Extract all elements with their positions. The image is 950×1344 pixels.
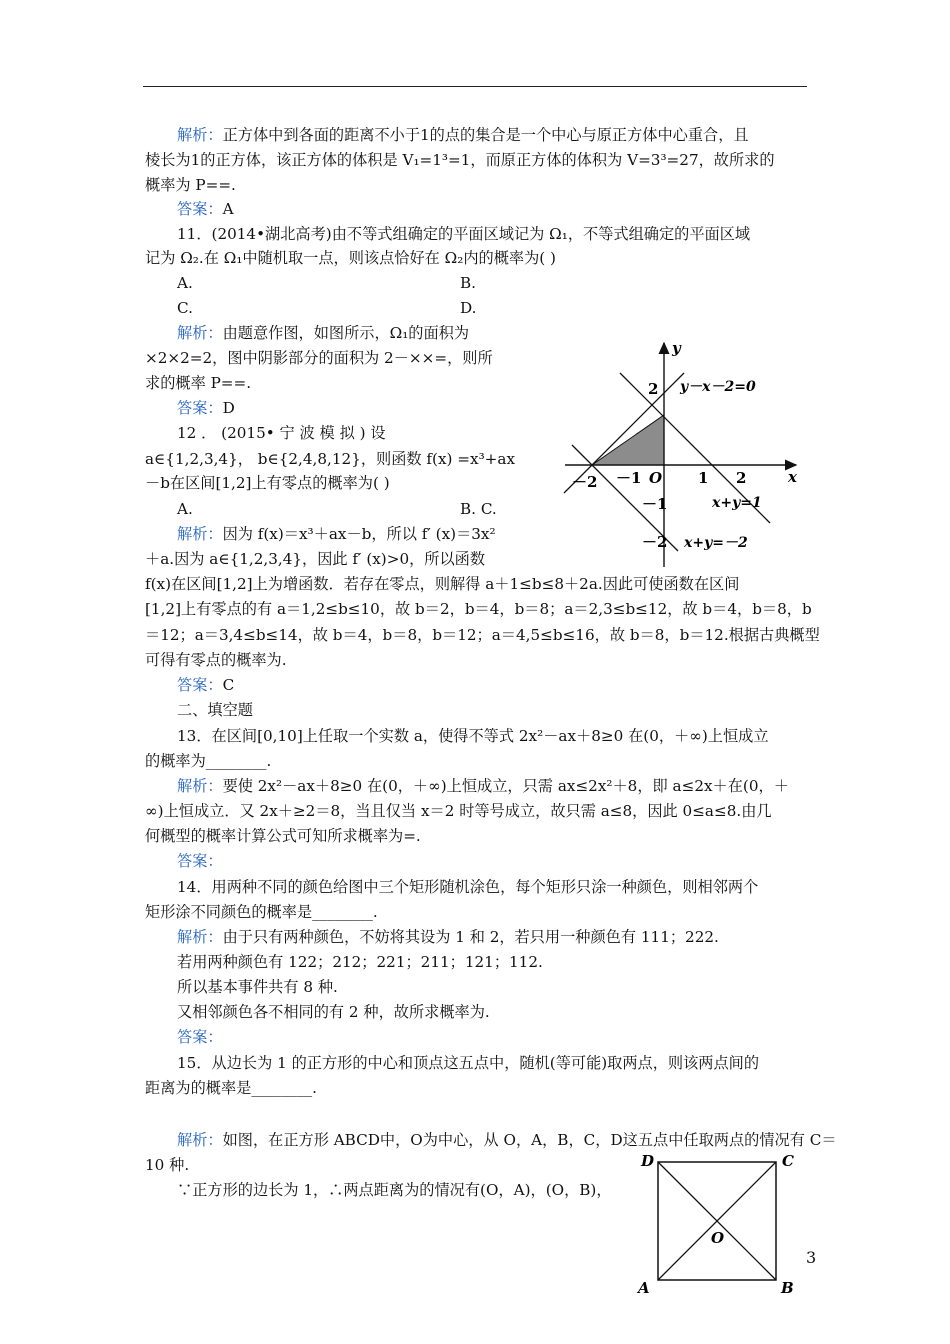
q11-analysis-line-2: ×2×2=2，图中阴影部分的面积为 2－××=，则所 — [145, 349, 493, 367]
x-axis-label: x — [788, 468, 797, 486]
vertex-b: B — [781, 1279, 794, 1297]
vertex-c: C — [782, 1152, 794, 1170]
origin-label: O — [649, 469, 663, 487]
q14-answer: 答案： — [177, 1028, 223, 1046]
q11-answer: 答案：D — [177, 399, 235, 417]
q11-analysis-line-3: 求的概率 P==. — [145, 374, 252, 392]
q12-stem-line-3: －b在区间[1,2]上有零点的概率为( ) — [145, 474, 390, 492]
tick-x-neg2: －2 — [572, 473, 598, 491]
q13-stem-line-2: 的概率为________. — [145, 752, 272, 770]
label-line-3: x+y=－2 — [684, 535, 748, 551]
q11-option-d: D. — [460, 299, 477, 317]
q14-analysis-line-2: 若用两种颜色有 122；212；221；211；121；112. — [177, 953, 543, 971]
tick-x-neg1: －1 — [616, 469, 642, 487]
vertex-a: A — [638, 1279, 650, 1297]
q11-analysis-line-1: 解析：由题意作图，如图所示，Ω₁的面积为 — [177, 324, 470, 342]
q15-stem-line-1: 15．从边长为 1 的正方形的中心和顶点这五点中，随机(等可能)取两点，则该两点间的 — [177, 1054, 760, 1072]
q12-analysis-line-6: 可得有零点的概率为. — [145, 651, 287, 669]
q11-stem-line-2: 记为 Ω₂.在 Ω₁中随机取一点，则该点恰好在 Ω₂内的概率为( ) — [145, 249, 556, 267]
section-fill-in-title: 二、填空题 — [177, 701, 253, 719]
header-rule — [143, 86, 807, 87]
vertex-d: D — [641, 1152, 655, 1170]
q10-answer: 答案：A — [177, 200, 234, 218]
q14-analysis-line-1: 解析：由于只有两种颜色，不妨将其设为 1 和 2，若只用一种颜色有 111；222. — [177, 928, 719, 946]
q10-analysis-line-3: 概率为 P==. — [145, 176, 236, 194]
q11-option-a: A. — [177, 274, 193, 292]
q15-analysis-line-3: ∵正方形的边长为 1，∴两点距离为的情况有(O，A)，(O，B)， — [177, 1181, 612, 1199]
q12-analysis-line-5: ＝12；a＝3,4≤b≤14，故 b＝4，b＝8，b＝12；a＝4,5≤b≤16，故 b＝8，b＝12.根据古典概型 — [145, 626, 820, 644]
q12-option-a: A. — [177, 500, 193, 518]
answer-label: 答案： — [177, 200, 223, 218]
shaded-region — [592, 415, 664, 465]
q13-analysis-line-3: 何概型的概率计算公式可知所求概率为=. — [145, 827, 421, 845]
q11-stem-line-1: 11．(2014•湖北高考)由不等式组确定的平面区域记为 Ω₁，不等式组确定的平面区域 — [177, 225, 751, 243]
q12-stem-line-2: a∈{1,2,3,4}， b∈{2,4,8,12}，则函数 f(x) =x³+ax — [145, 450, 516, 468]
q11-option-b: B. — [460, 274, 476, 292]
label-line-2: x+y=1 — [712, 495, 762, 511]
q12-answer: 答案：C — [177, 676, 235, 694]
page-number: 3 — [806, 1248, 817, 1267]
q14-analysis-line-3: 所以基本事件共有 8 种. — [177, 978, 338, 996]
q15-stem-line-2: 距离为的概率是________. — [145, 1079, 317, 1097]
q10-analysis-line-2: 棱长为1的正方体，该正方体的体积是 V₁=1³=1，而原正方体的体积为 V=3³=27，故所求的 — [145, 151, 775, 169]
q12-analysis-line-4: [1,2]上有零点的有 a＝1,2≤b≤10，故 b＝2，b＝4，b＝8；a＝2,3≤b≤12，故 b＝4，b＝8，b — [145, 600, 812, 618]
q12-analysis-line-3: f(x)在区间[1,2]上为增函数．若存在零点，则解得 a＋1≤b≤8＋2a.因此可使函数在区间 — [145, 575, 740, 593]
q12-option-bc: B. C. — [460, 500, 497, 518]
q15-analysis-line-2: 10 种. — [145, 1156, 190, 1174]
q10-analysis-line-1: 解析：正方体中到各面的距离不小于1的点的集合是一个中心与原正方体中心重合，且 — [177, 126, 749, 144]
tick-y-neg1: －1 — [642, 495, 668, 513]
q13-analysis-line-2: ∞)上恒成立．又 2x＋≥2＝8，当且仅当 x＝2 时等号成立，故只需 a≤8，因此 0≤a≤8.由几 — [145, 802, 772, 820]
q12-stem-line-1: 12 ． (2015• 宁 波 模 拟 ) 设 — [177, 424, 386, 442]
square-diagram — [633, 1150, 803, 1300]
tick-x-2: 2 — [736, 469, 747, 487]
label-line-1: y－x－2=0 — [680, 379, 756, 395]
q14-analysis-line-4: 又相邻颜色各不相同的有 2 种，故所求概率为. — [177, 1003, 490, 1021]
tick-x-1: 1 — [698, 469, 709, 487]
tick-y-neg2: －2 — [642, 533, 668, 551]
tick-y-2: 2 — [648, 380, 659, 398]
region-graph — [560, 335, 810, 570]
analysis-label: 解析： — [177, 126, 223, 144]
q13-stem-line-1: 13．在区间[0,10]上任取一个实数 a，使得不等式 2x²－ax＋8≥0 在(0，＋∞)上恒成立 — [177, 727, 769, 745]
q11-option-c: C. — [177, 299, 193, 317]
q14-stem-line-2: 矩形涂不同颜色的概率是________. — [145, 903, 378, 921]
q12-analysis-line-1: 解析：因为 f(x)＝x³＋ax－b，所以 f′ (x)＝3x² — [177, 525, 496, 543]
q13-answer: 答案： — [177, 852, 223, 870]
q12-analysis-line-2: ＋a.因为 a∈{1,2,3,4}，因此 f′ (x)>0，所以函数 — [145, 550, 486, 568]
q13-analysis-line-1: 解析：要使 2x²－ax＋8≥0 在(0，＋∞)上恒成立，只需 ax≤2x²＋8，即 a≤2x＋在(0，＋ — [177, 777, 789, 795]
q14-stem-line-1: 14．用两种不同的颜色给图中三个矩形随机涂色，每个矩形只涂一种颜色，则相邻两个 — [177, 878, 759, 896]
y-axis-label: y — [672, 339, 681, 357]
q15-analysis-line-1: 解析：如图，在正方形 ABCD中，O为中心，从 O，A，B，C，D这五点中任取两点的情况有 C＝ — [177, 1131, 837, 1149]
center-o: O — [711, 1229, 725, 1247]
